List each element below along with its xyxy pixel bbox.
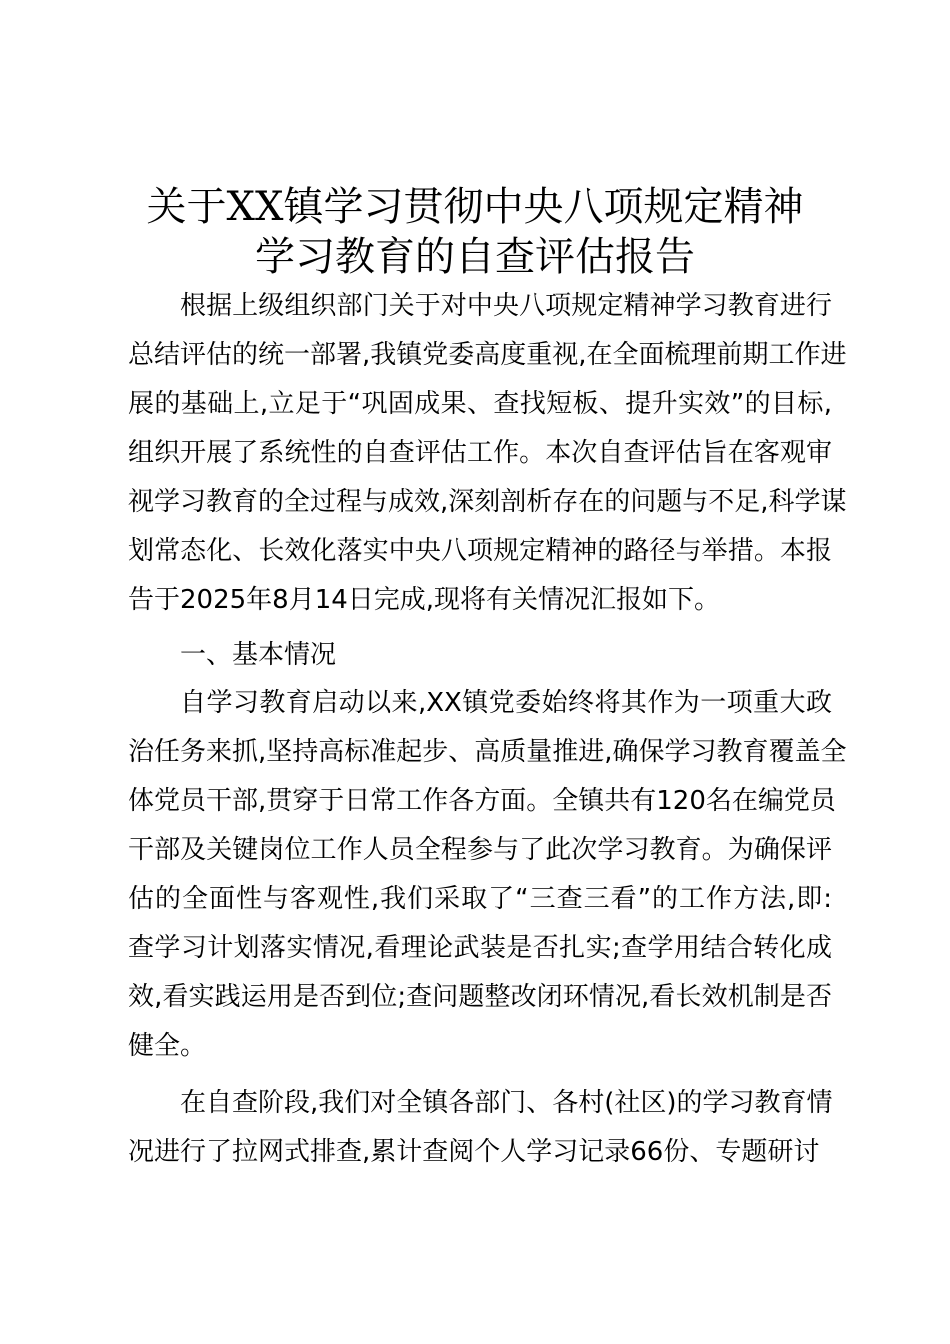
- paragraph-line: 总结评估的统一部署,我镇党委高度重视,在全面梳理前期工作进: [128, 340, 847, 370]
- paragraph-line: 体党员干部,贯穿于日常工作各方面。全镇共有120名在编党员: [128, 786, 836, 816]
- paragraph-line: 在自查阶段,我们对全镇各部门、各村(社区)的学习教育情: [180, 1088, 833, 1118]
- paragraph-line: 健全。: [128, 1031, 207, 1061]
- paragraph-line: 组织开展了系统性的自查评估工作。本次自查评估旨在客观审: [128, 438, 832, 468]
- paragraph-line: 视学习教育的全过程与成效,深刻剖析存在的问题与不足,科学谋: [128, 487, 847, 517]
- paragraph-line: 根据上级组织部门关于对中央八项规定精神学习教育进行: [180, 291, 832, 321]
- paragraph-line: 自学习教育启动以来,XX镇党委始终将其作为一项重大政: [180, 688, 832, 718]
- paragraph-line: 划常态化、长效化落实中央八项规定精神的路径与举措。本报: [128, 536, 832, 566]
- paragraph-line: 治任务来抓,坚持高标准起步、高质量推进,确保学习教育覆盖全: [128, 737, 847, 767]
- paragraph-line: 告于2025年8月14日完成,现将有关情况汇报如下。: [128, 585, 721, 615]
- paragraph-line: 况进行了拉网式排查,累计查阅个人学习记录66份、专题研讨: [128, 1137, 820, 1167]
- paragraph-line: 效,看实践运用是否到位;查问题整改闭环情况,看长效机制是否: [128, 982, 832, 1012]
- paragraph-line: 展的基础上,立足于“巩固成果、查找短板、提升实效”的目标,: [128, 389, 832, 419]
- section-heading: 一、基本情况: [180, 640, 337, 670]
- paragraph-line: 查学习计划落实情况,看理论武装是否扎实;查学用结合转化成: [128, 933, 832, 963]
- paragraph-line: 估的全面性与客观性,我们采取了“三查三看”的工作方法,即:: [128, 884, 832, 914]
- document-title-line-1: 关于XX镇学习贯彻中央八项规定精神: [146, 184, 804, 230]
- paragraph-line: 干部及关键岗位工作人员全程参与了此次学习教育。为确保评: [128, 835, 832, 865]
- document-title-line-2: 学习教育的自查评估报告: [255, 234, 695, 280]
